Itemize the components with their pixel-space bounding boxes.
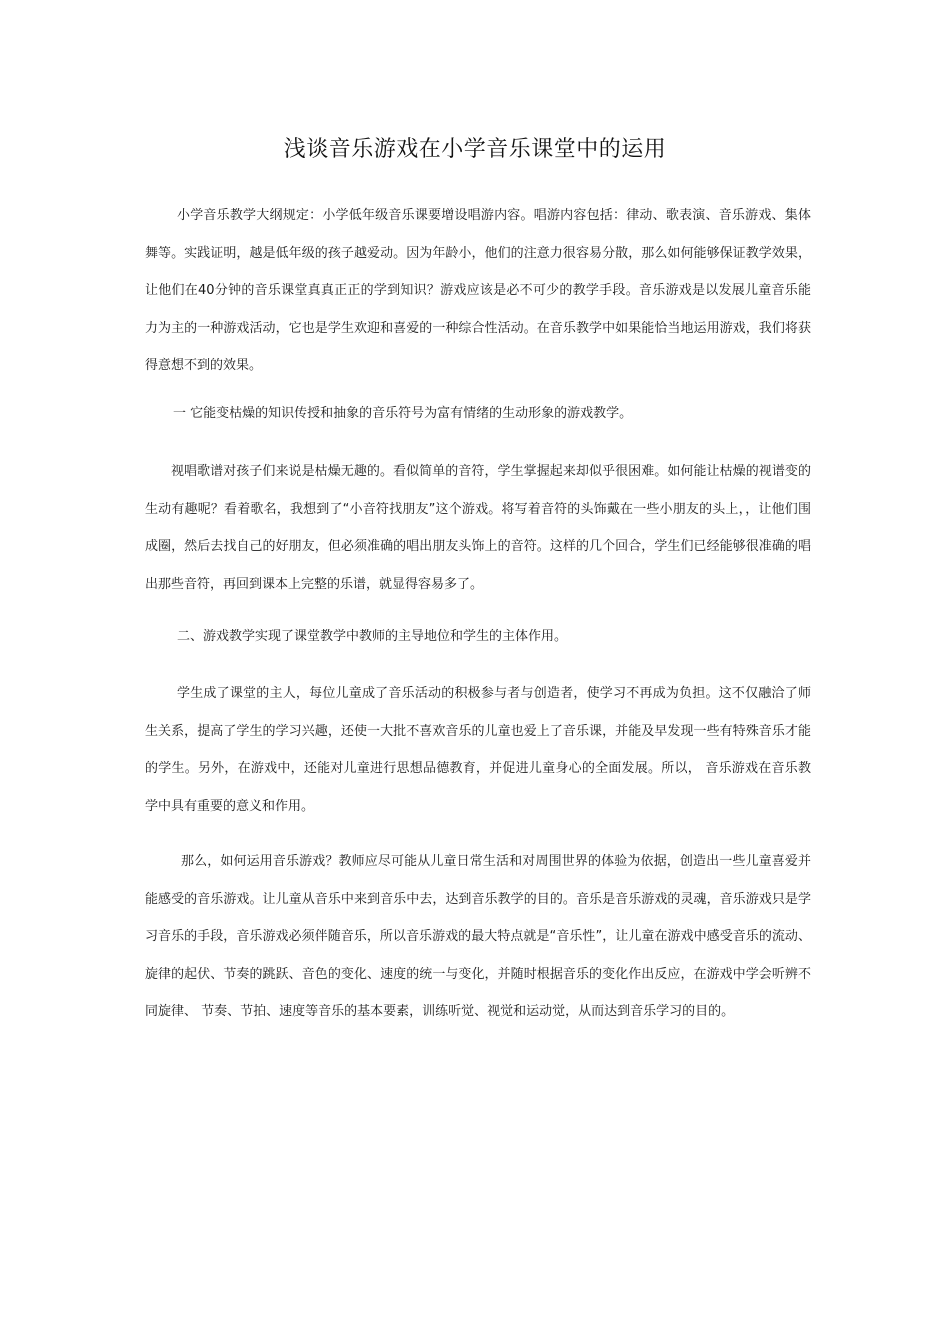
section-heading-1: 一 它能变枯燥的知识传授和抽象的音乐符号为富有情绪的生动形象的游戏教学。	[173, 406, 633, 421]
paragraph-intro: 小学音乐教学大纲规定：小学低年级音乐课要增设唱游内容。唱游内容包括：律动、歌表演、音乐游戏、集体舞等。实践证明，越是低年级的孩子越爱动。因为年龄小，他们的注意力很容易分散，那么如何能够保证教学效果，让他们在40分钟的音乐课堂真真正正的学到知识？游戏应该是必不可少的教学手段。音乐游戏是以发展儿童音乐能力为主的一种游戏活动，它也是学生欢迎和喜爱的一种综合性活动。在音乐教学中如果能恰当地运用游戏，我们将获得意想不到的效果。	[145, 208, 811, 373]
paragraph-section-1: 视唱歌谱对孩子们来说是枯燥无趣的。看似简单的音符，学生掌握起来却似乎很困难。如何能让枯燥的视谱变的生动有趣呢？看着歌名，我想到了“小音符找朋友”这个游戏。将写着音符的头饰戴在一些小朋友的头上，，让他们围成圈，然后去找自己的好朋友，但必须准确的唱出朋友头饰上的音符。这样的几个回合，学生们已经能够很准确的唱出那些音符，再回到课本上完整的乐谱，就显得容易多了。	[145, 464, 811, 592]
paragraph-section-2: 学生成了课堂的主人，每位儿童成了音乐活动的积极参与者与创造者，使学习不再成为负担。这不仅融洽了师生关系，提高了学生的学习兴趣，还使一大批不喜欢音乐的儿童也爱上了音乐课，并能及早发现一些有特殊音乐才能的学生。另外，在游戏中，还能对儿童进行思想品德教育，并促进儿童身心的全面发展。所以， 音乐游戏在音乐教学中具有重要的意义和作用。	[145, 686, 811, 814]
section-heading-2: 二、游戏教学实现了课堂教学中教师的主导地位和学生的主体作用。	[177, 629, 568, 644]
document-title: 浅谈音乐游戏在小学音乐课堂中的运用	[283, 137, 667, 162]
paragraph-conclusion: 那么，如何运用音乐游戏？教师应尽可能从儿童日常生活和对周围世界的体验为依据，创造出一些儿童喜爱并能感受的音乐游戏。让儿童从音乐中来到音乐中去，达到音乐教学的目的。音乐是音乐游戏的灵魂，音乐游戏只是学习音乐的手段，音乐游戏必须伴随音乐，所以音乐游戏的最大特点就是“音乐性”，让儿童在游戏中感受音乐的流动、旋律的起伏、节奏的跳跃、音色的变化、速度的统一与变化，并随时根据音乐的变化作出反应，在游戏中学会听辨不同旋律、 节奏、节拍、速度等音乐的基本要素，训练听觉、视觉和运动觉，从而达到音乐学习的目的。	[145, 854, 811, 1019]
